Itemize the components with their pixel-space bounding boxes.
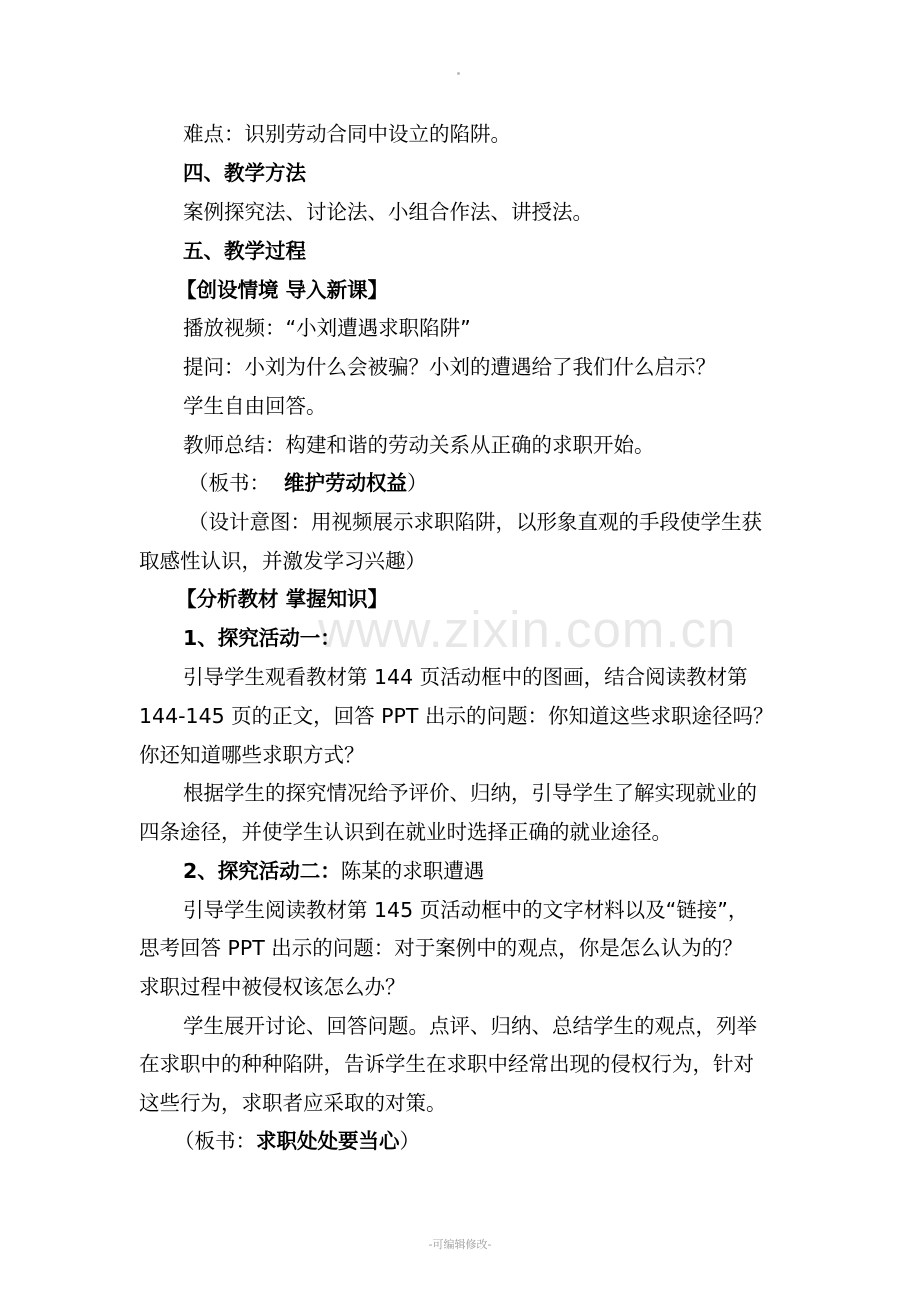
activity2-p2-line-2: 在求职中的种种陷阱，告诉学生在求职中经常出现的侵权行为，针对: [139, 1052, 754, 1076]
board-note-1-prefix: （板书：: [188, 471, 270, 495]
board-note-1-content: 维护劳动权益: [284, 471, 407, 495]
activity2-p2-line-3: 这些行为，求职者应采取的对策。: [139, 1091, 447, 1115]
activity2-p1-line-3: 求职过程中被侵权该怎么办？: [139, 975, 406, 999]
activity2-p1-line-1: 引导学生阅读教材第 145 页活动框中的文字材料以及“链接”，: [183, 898, 749, 922]
design-intent-line-1: （设计意图：用视频展示求职陷阱，以形象直观的手段使学生获: [188, 510, 762, 534]
watermark: www.zixin.com.cn: [318, 601, 737, 658]
activity1-heading: 1、探究活动一：: [183, 626, 341, 650]
methods-line: 案例探究法、讨论法、小组合作法、讲授法。: [183, 200, 593, 224]
page-top-marker: [457, 72, 460, 75]
board-note-2: [174, 1126, 420, 1156]
activity1-p1-line-3: 你还知道哪些求职方式？: [139, 743, 365, 767]
section5-heading: 五、教学过程: [183, 239, 306, 263]
activity2-subtitle: 陈某的求职遭遇: [340, 859, 485, 883]
board-note-1-suffix: ）: [407, 471, 428, 495]
section4-heading: 四、教学方法: [183, 161, 306, 185]
page-footer: -可编辑修改-: [428, 1238, 492, 1251]
activity2-title: 2、探究活动二：: [183, 859, 341, 883]
board-note-2-content: 求职处处要当心: [256, 1129, 400, 1153]
part2-heading: 【分析教材 掌握知识】: [176, 587, 389, 611]
design-intent-line-2: 取感性认识，并激发学习兴趣）: [139, 549, 426, 573]
board-note-1: [188, 468, 428, 498]
activity1-p2-line-1: 根据学生的探究情况给予评价、归纳，引导学生了解实现就业的: [183, 781, 757, 805]
activity2-p2-line-1: 学生展开讨论、回答问题。点评、归纳、总结学生的观点，列举: [183, 1014, 757, 1038]
activity2-p1-line-2: 思考回答 PPT 出示的问题：对于案例中的观点，你是怎么认为的？: [139, 936, 743, 960]
activity1-p1-line-2: 144-145 页的正文，回答 PPT 出示的问题：你知道这些求职途径吗？: [139, 704, 774, 728]
activity1-p1-line-1: 引导学生观看教材第 144 页活动框中的图画，结合阅读教材第: [183, 665, 748, 689]
difficulty-line: 难点：识别劳动合同中设立的陷阱。: [183, 122, 511, 146]
teacher-summary-line: 教师总结：构建和谐的劳动关系从正确的求职开始。: [183, 433, 655, 457]
question-line: 提问：小刘为什么会被骗？小刘的遭遇给了我们什么启示？: [183, 355, 716, 379]
board-note-2-prefix: （板书：: [174, 1129, 256, 1153]
student-answer-line: 学生自由回答。: [183, 394, 327, 418]
activity2-heading: [183, 856, 484, 886]
video-line: 播放视频：“小刘遭遇求职陷阱”: [183, 316, 471, 340]
board-note-2-suffix: ）: [399, 1129, 420, 1153]
part1-heading: 【创设情境 导入新课】: [176, 278, 389, 302]
activity1-p2-line-2: 四条途径，并使学生认识到在就业时选择正确的就业途径。: [139, 820, 672, 844]
